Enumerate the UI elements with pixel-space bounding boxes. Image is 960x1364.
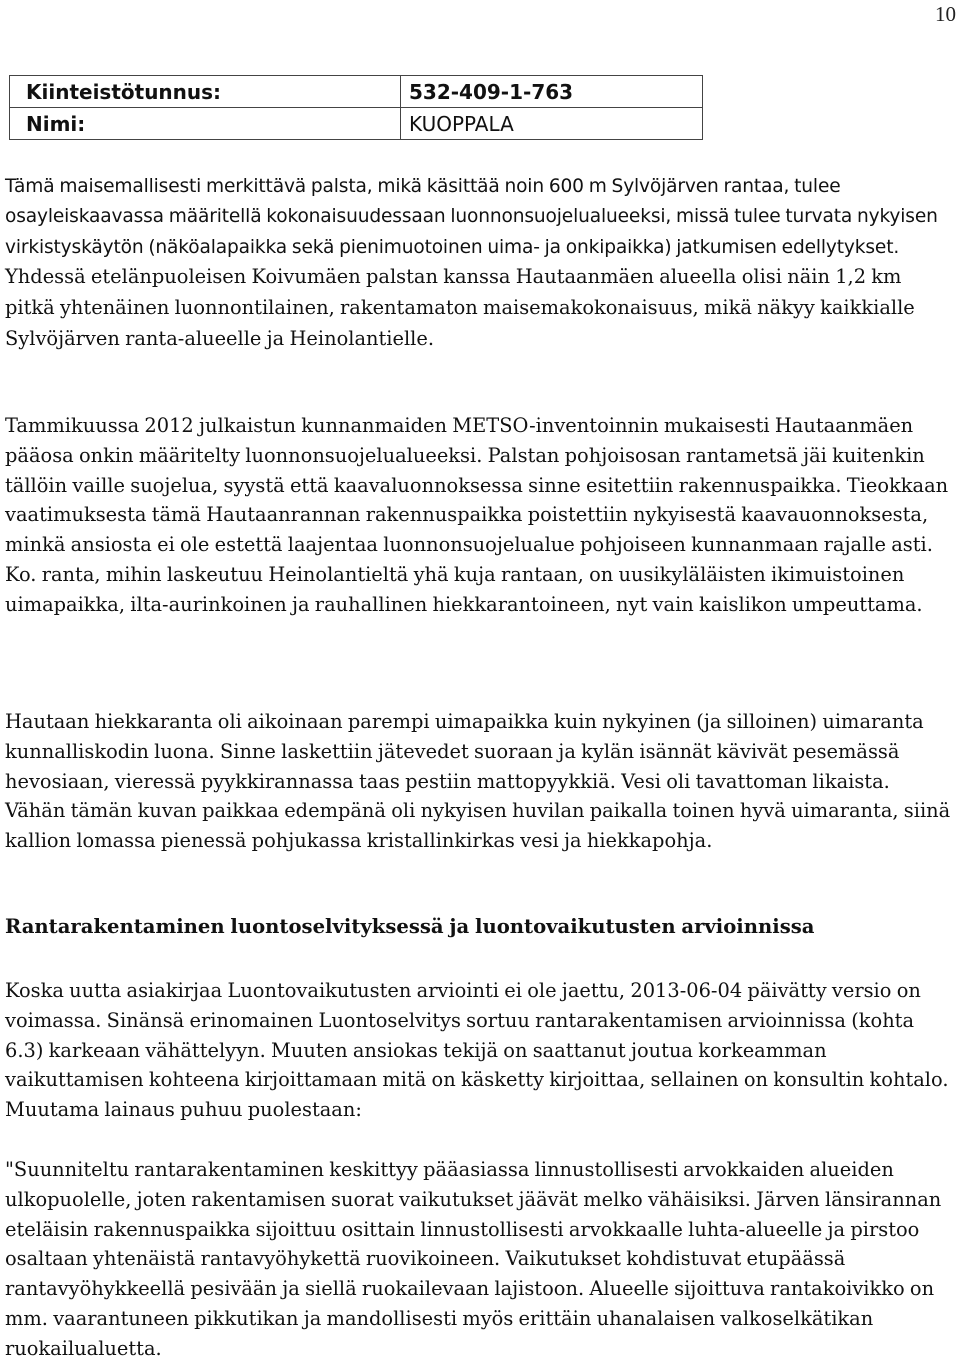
paragraph-1-part-a: Tämä maisemallisesti merkittävä palsta, mikä käsittää noin 600 m Sylvöjärven rantaa, tulee osayleiskaavassa määritellä kokonaisuudessaan luonnonsuojelualueeksi, missä tulee turvata nykyisen virkistyskäytön (näköalapaikka sekä pienimuotoinen uima- ja onkipaikka) jatkumisen edellytykset.	[5, 176, 938, 258]
name-value: KUOPPALA	[401, 108, 703, 140]
property-id-label: Kiinteistötunnus:	[10, 76, 401, 108]
paragraph-2: Tammikuussa 2012 julkaistun kunnanmaiden METSO-inventoinnin mukaisesti Hautaanmäen pääosa onkin määritelty luonnonsuojelualueeksi. Palstan pohjoisosan rantametsä jäi kuitenkin tällöin vaille suojelua, syystä että kaavaluonnoksessa sinne esitettiin rakennuspaikka. Tieokkaan vaatimuksesta tämä Hautaanrannan rakennuspaikka poistettiin nykyisestä kaavauonnoksesta, minkä ansiosta ei ole estettä laajentaa luonnonsuojelualue pohjoiseen kunnanmaan rajalle asti. Ko. ranta, mihin laskeutuu Heinolantieltä yhä kuja rantaan, on uusikyläläisten ikimuistoinen uimapaikka, ilta-aurinkoinen ja rauhallinen hiekkarantoineen, nyt vain kaislikon umpeuttama.	[5, 414, 949, 616]
paragraph-4: Koska uutta asiakirjaa Luontovaikutusten arviointi ei ole jaettu, 2013-06-04 päivätty versio on voimassa. Sinänsä erinomainen Luontoselvitys sortuu rantarakentamisen arvioinnissa (kohta 6.3) karkeaan vähättelyyn. Muuten ansiokas tekijä on saattanut joutua korkeamman vaikuttamisen kohteena kirjoittamaan mitä on käsketty kirjoittaa, sellainen on konsultin kohtalo. Muutama lainaus puhuu puolestaan:	[5, 979, 949, 1122]
page-number: 10	[935, 2, 956, 26]
paragraph-1-part-b: Yhdessä etelänpuoleisen Koivumäen palstan kanssa Hautaanmäen alueella olisi näin 1,2 km pitkä yhtenäinen luonnontilainen, rakentamaton maisemakokonaisuus, mikä näkyy kaikkialle Sylvöjärven ranta-alueelle ja Heinolantielle.	[5, 265, 915, 350]
name-row	[10, 108, 703, 140]
paragraph-3: Hautaan hiekkaranta oli aikoinaan parempi uimapaikka kuin nykyinen (ja silloinen) uimaranta kunnalliskodin luona. Sinne laskettiin jätevedet suoraan ja kylän isännät kävivät pesemässä hevosiaan, vieressä pyykkirannassa taas pestiin mattopyykkiä. Vesi oli tavattoman likaista. Vähän tämän kuvan paikkaa edempänä oli nykyisen huvilan paikalla toinen hyvä uimaranta, siinä kallion lomassa pienessä pohjukassa kristallinkirkas vesi ja hiekkapohja.	[5, 710, 951, 853]
property-id-value: 532-409-1-763	[401, 76, 703, 108]
quote-paragraph: "Suunniteltu rantarakentaminen keskittyy pääasiassa linnustollisesti arvokkaiden alueiden ulkopuolelle, joten rakentamisen suorat vaikutukset jäävät melko vähäisiksi. Järven länsirannan eteläisin rakennuspaikka sijoittuu osittain linnustollisesti arvokkaalle luhta-alueelle ja pirstoo osaltaan yhtenäistä rantavyöhykettä ruovikoineen. Vaikutukset kohdistuvat etupäässä rantavyöhykkeellä pesivään ja siellä ruokailevaan lajistoon. Alueelle sijoittuva rantakoivikko on mm. vaarantuneen pikkutikan ja mandollisesti myös erittäin uhanalaisen valkoselkätikan ruokailualuetta.	[5, 1158, 942, 1360]
property-id-row	[10, 76, 703, 108]
property-info-table	[9, 75, 703, 140]
section-heading: Rantarakentaminen luontoselvityksessä ja luontovaikutusten arvioinnissa	[5, 915, 815, 938]
name-label: Nimi:	[10, 108, 401, 140]
paragraph-1	[5, 172, 955, 355]
